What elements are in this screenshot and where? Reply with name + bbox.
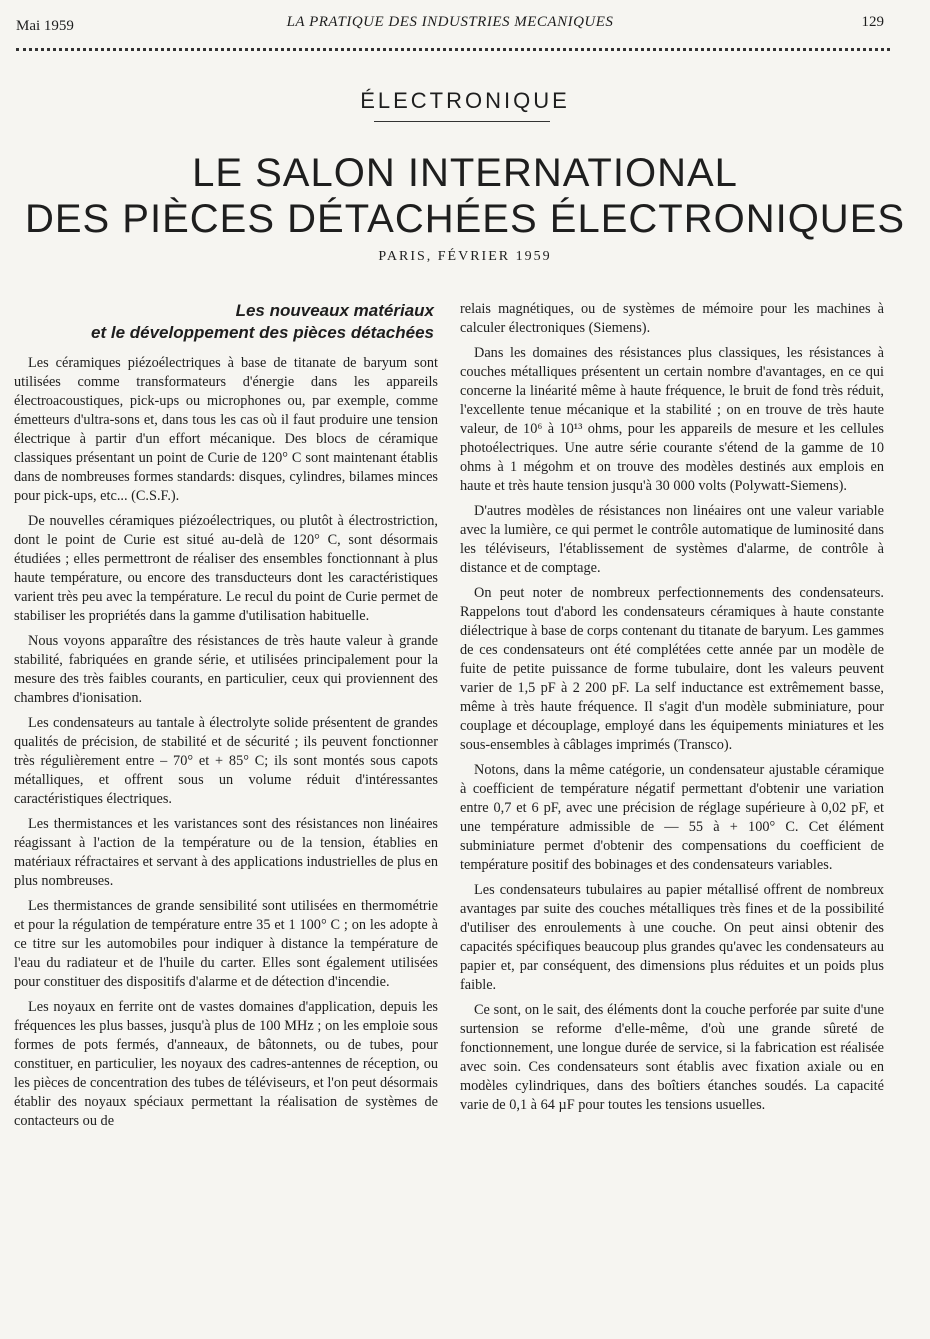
section-heading: ÉLECTRONIQUE: [360, 88, 570, 113]
subheading-line-1: Les nouveaux matériaux: [235, 301, 434, 320]
paragraph: On peut noter de nombreux perfectionnements des condensateurs. Rappelons tout d'abord les condensateurs céramiques à haute constante diélectrique à base de corps contenant du titanate de baryum. Les gammes de ces condensateurs ont été complétées cette année par un modèle de fuite de petite puissance de forme tubulaire, dont les valeurs peuvent varier de 1,5 pF à 2 200 pF. La self inductance est extrêmement basse, même à très haute fréquence. Il s'agit d'un modèle subminiature, pour couplage et découplage, employé dans les équipements miniatures et les sous-ensembles à câblages imprimés (Transco).: [460, 585, 884, 753]
paragraph: De nouvelles céramiques piézoélectriques, ou plutôt à électrostriction, dont le point de Curie est situé au-delà de 120° C, sont désormais étudiées ; elles permettront de réaliser des ensembles fonctionnant à plus haute température, ou encore des transducteurs dont les caractéristiques varient très peu avec la température. Le recul du point de Curie permet de stabiliser les propriétés dans la gamme d'utilisation habituelle.: [14, 513, 438, 624]
right-column: [460, 300, 884, 1121]
paragraph-continued: relais magnétiques, ou de systèmes de mémoire pour les machines à calculer électroniques (Siemens).: [460, 301, 884, 336]
issue-date: Mai 1959: [16, 18, 74, 34]
paragraph: Notons, dans la même catégorie, un condensateur ajustable céramique à coefficient de température négatif permettant d'obtenir une variation entre 0,7 et 6 pF, avec une précision de réglage supérieure à 0,02 pF, et une température admissible de — 55 à + 100° C. Cet élément subminiature permet d'obtenir des compensations du coefficient de température positif des bobinages et des condensateurs variables.: [460, 762, 884, 873]
paragraph: Les thermistances de grande sensibilité sont utilisées en thermométrie et pour la régulation de température entre 35 et 1 100° C ; on les adopte à ce titre sur les automobiles pour indiquer à distance la température de l'eau du radiateur et de l'huile du carter. Elles sont également utilisées pour constituer des dispositifs d'alarme et de détection d'incendie.: [14, 898, 438, 990]
page-number: 129: [861, 14, 884, 30]
section-rule: [374, 121, 550, 122]
paragraph: Nous voyons apparaître des résistances de très haute valeur à grande stabilité, fabriquées en grande série, et utilisées principalement pour la mesure des très faibles courants, en particulier, ceux qui proviennent des chambres d'ionisation.: [14, 633, 438, 706]
article-dateline: PARIS, FÉVRIER 1959: [378, 249, 552, 264]
left-column: [14, 300, 438, 1137]
running-header: [16, 14, 884, 38]
header-rule: [16, 48, 890, 51]
paragraph: Les noyaux en ferrite ont de vastes domaines d'application, depuis les fréquences les plus basses, jusqu'à plus de 100 MHz ; on les emploie sous formes de pots fermés, d'anneaux, de bâtonnets, ou de tubes, pour constituer, en particulier, les noyaux des cadres-antennes de réception, ou les pièces de concentration des tubes de téléviseurs, et l'on peut désormais établir des noyaux spéciaux permettant la réalisation de systèmes de contacteurs ou de: [14, 999, 438, 1129]
paragraph: Les céramiques piézoélectriques à base de titanate de baryum sont utilisées comme transformateurs d'énergie dans les appareils électroacoustiques, pick-ups ou microphones ou, par exemple, comme émetteurs d'ultra-sons et, dans tous les cas où il faut produire une tension électrique à partir d'un effort mécanique. Des blocs de céramique classiques présentant un point de Curie de 120° C sont maintenant établis dans de nombreuses formes standards: disques, cylindres, bilames minces pour pick-ups, etc... (C.S.F.).: [14, 355, 438, 504]
journal-title: LA PRATIQUE DES INDUSTRIES MECANIQUES: [286, 14, 614, 30]
subheading-line-2: et le développement des pièces détachées: [91, 323, 434, 342]
title-line-1: LE SALON INTERNATIONAL: [192, 151, 738, 195]
paragraph: Les condensateurs au tantale à électrolyte solide présentent de grandes qualités de précision, de stabilité et de sécurité ; ils peuvent fonctionner très régulièrement entre – 70° et + 85° C; ils sont montés sous capots métalliques, et offrent sous un volume réduit d'intéressantes caractéristiques électriques.: [14, 715, 438, 807]
paragraph: Les condensateurs tubulaires au papier métallisé offrent de nombreux avantages par suite des couches métalliques très fines et de la possibilité d'utiliser des enroulements à une couche. On peut ainsi obtenir des capacités spécifiques beaucoup plus grandes qu'avec les condensateurs au papier et, par conséquent, des dimensions plus réduites et un poids plus faible.: [460, 882, 884, 993]
article-title: [0, 150, 930, 242]
subheading: [14, 300, 438, 344]
paragraph: D'autres modèles de résistances non linéaires ont une valeur variable avec la lumière, ce qui permet le contrôle automatique de luminosité dans les téléviseurs, l'établissement de systèmes d'alarme, de contrôle à distance et de comptage.: [460, 503, 884, 576]
paragraph: Dans les domaines des résistances plus classiques, les résistances à couches métalliques présentent un certain nombre d'avantages, en ce qui concerne la linéarité même à haute fréquence, le bruit de fond très réduit, l'excellente tenue mécanique et la stabilité ; on en trouve de très haute valeur, de 10⁶ à 10¹³ ohms, pour les appareils de mesure et les cellules photoélectriques. Une autre série courante s'étend de la gamme de 10 ohms à 1 mégohm et on trouve des modèles destinés aux emplois en haute et très haute tension jusqu'à 30 000 volts (Polywatt-Siemens).: [460, 345, 884, 494]
paragraph: Les thermistances et les varistances sont des résistances non linéaires réagissant à l'action de la température ou de la tension, établies en matériaux réfractaires et servant à des applications industrielles de plus en plus nombreuses.: [14, 816, 438, 889]
paragraph: Ce sont, on le sait, des éléments dont la couche perforée par suite d'une surtension se reforme d'elle-même, d'où une grande sûreté de fonctionnement, une longue durée de service, si la fabrication est réalisée avec soin. Ces condensateurs sont établis avec fixation axiale ou en modèles cylindriques, dans des boîtiers étanches soudés. La capacité varie de 0,1 à 64 µF pour toutes les tensions usuelles.: [460, 1002, 884, 1113]
title-line-2: DES PIÈCES DÉTACHÉES ÉLECTRONIQUES: [24, 197, 906, 241]
